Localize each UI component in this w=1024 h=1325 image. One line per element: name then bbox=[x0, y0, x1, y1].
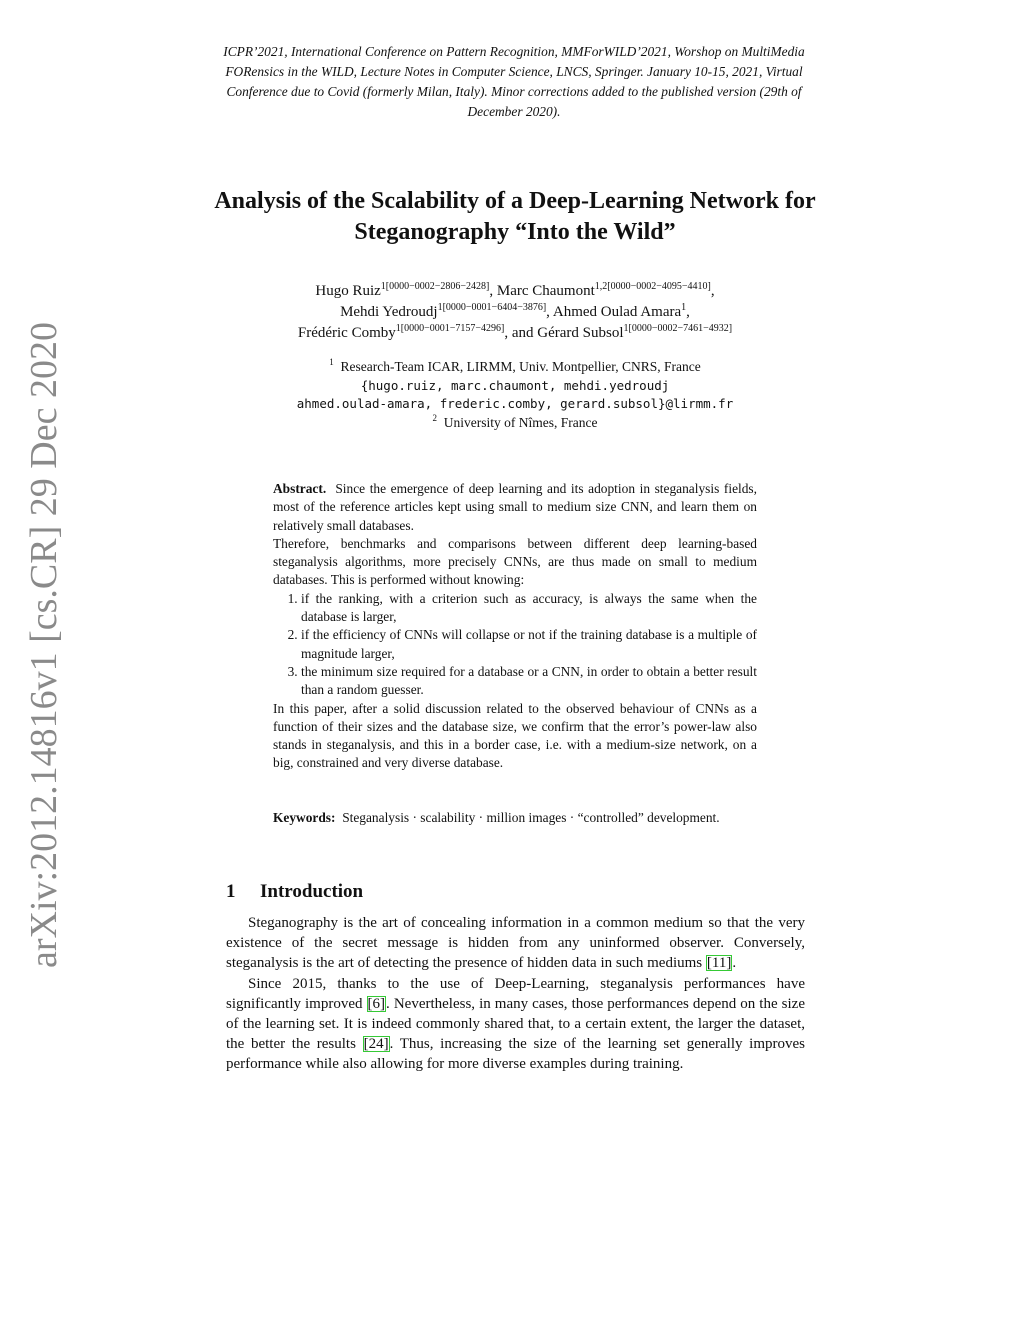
keywords-label: Keywords: bbox=[273, 810, 336, 825]
abstract-label: Abstract. bbox=[273, 481, 327, 496]
introduction-body bbox=[226, 913, 805, 1075]
author-name: Marc Chaumont bbox=[496, 283, 595, 299]
affiliation-2: $^2$ University of Nîmes, France bbox=[432, 412, 598, 430]
affiliation-1: $^1$ Research-Team ICAR, LIRMM, Univ. Montpellier, CNRS, France bbox=[329, 357, 701, 374]
author-name: Mehdi Yedroudj bbox=[340, 304, 438, 320]
affiliations-block bbox=[200, 358, 830, 432]
keywords bbox=[273, 809, 757, 827]
abstract-list-item: 3. the minimum size required for a database or a CNN, in order to obtain a better result than a random guesser. bbox=[301, 663, 757, 700]
abstract-paragraph: Abstract. Since the emergence of deep learning and its adoption in steganalysis fields, most of the reference articles kept using small to medium size CNN, and learn them on relatively small databases. bbox=[273, 481, 757, 533]
section-title: Introduction bbox=[260, 881, 364, 902]
body-paragraph: Steganography is the art of concealing information in a common medium so that the very existence of the secret message is hidden from any uninformed observer. Conversely, steganalysis is the art of detecting the presence of hidden data in such mediums [11]. bbox=[226, 915, 805, 972]
paper-title: Analysis of the Scalability of a Deep-Learning Network for Steganography “Into the Wild” bbox=[214, 188, 816, 245]
email-list-line-2: ahmed.oulad-amara, frederic.comby, gerard.subsol}@lirmm.fr bbox=[296, 396, 734, 411]
author-list: Hugo Ruiz$^{1[0000-0002-2806-2428]}$, Marc Chaumont$^{1,2[0000-0002-4095-4410]}$, Mehdi Yedroudj$^{1[0000-0001-6404-3876]}$, Ahmed Oulad Amara$^1$, Frédéric Comby$^{1[0000-0001-7157-4296]}$, and Gérard Subsol$^{1[0000-0002-7461-4932]}$ bbox=[297, 281, 733, 341]
abstract-list-item: 2. if the efficiency of CNNs will collapse or not if the training database is a multiple of magnitude larger, bbox=[301, 626, 757, 663]
conference-preamble: ICPR’2021, International Conference on Pattern Recognition, MMForWILD’2021, Worshop on MultiMedia FORensics in the WILD, Lecture Notes in Computer Science, LNCS, Springer. January 10-15, 2021, Virtual Conference due to Covid (formerly Milan, Italy). Minor corrections added to the published version (29th of December 2020). bbox=[223, 44, 805, 119]
citation-link[interactable]: [6] bbox=[367, 995, 386, 1012]
abstract-list-item: 1. if the ranking, with a criterion such as accuracy, is always the same when the database is larger, bbox=[301, 590, 757, 627]
arxiv-identifier: arXiv:2012.14816v1 [cs.CR] 29 Dec 2020 bbox=[23, 322, 66, 968]
author-affiliation-orcid: 1 bbox=[681, 302, 687, 313]
author-name: Gérard Subsol bbox=[537, 325, 624, 341]
abstract-paragraph: In this paper, after a solid discussion related to the observed behaviour of CNNs as a function of their sizes and the database size, we confirm that the error’s power-law also stands in steganalysis, and this in a border case, i.e. with a medium-size network, on a big, constrained and very diverse database. bbox=[273, 700, 757, 771]
citation-link[interactable]: [11] bbox=[706, 955, 732, 972]
citation-link[interactable]: [24] bbox=[363, 1036, 389, 1053]
body-paragraph: Since 2015, thanks to the use of Deep-Learning, steganalysis performances have significantly improved [6]. Nevertheless, in many cases, those performances depend on the size of the learning set. It is indeed commonly shared that, to a certain extent, the larger the dataset, the better the results [24]. Thus, increasing the size of the learning set generally improves performance while also allowing for more diverse examples during training. bbox=[226, 975, 805, 1073]
author-affiliation-orcid: 1[0000−0002−7461−4932] bbox=[623, 323, 733, 334]
keywords-text: Steganalysis · scalability · million images · “controlled” development. bbox=[342, 810, 720, 825]
section-number: 1 bbox=[226, 881, 236, 902]
abstract-paragraph: Therefore, benchmarks and comparisons between different deep learning-based steganalysis algorithms, more precisely CNNs, are thus made on small to medium databases. This is performed without knowing: bbox=[273, 535, 757, 588]
author-affiliation-orcid: 1[0000−0002−2806−2428] bbox=[380, 281, 490, 292]
arxiv-side-stamp bbox=[18, 322, 70, 968]
email-list-line-1: {hugo.ruiz, marc.chaumont, mehdi.yedroudj bbox=[360, 377, 670, 393]
abstract bbox=[273, 480, 757, 773]
author-name: Ahmed Oulad Amara bbox=[552, 304, 682, 320]
author-name: Frédéric Comby bbox=[297, 325, 396, 341]
author-affiliation-orcid: 1,2[0000−0002−4095−4410] bbox=[594, 281, 711, 292]
author-affiliation-orcid: 1[0000−0001−6404−3876] bbox=[437, 302, 547, 313]
author-affiliation-orcid: 1[0000−0001−7157−4296] bbox=[395, 323, 505, 334]
section-heading bbox=[226, 879, 626, 905]
abstract-list bbox=[273, 590, 757, 700]
author-name: Hugo Ruiz bbox=[315, 283, 381, 299]
